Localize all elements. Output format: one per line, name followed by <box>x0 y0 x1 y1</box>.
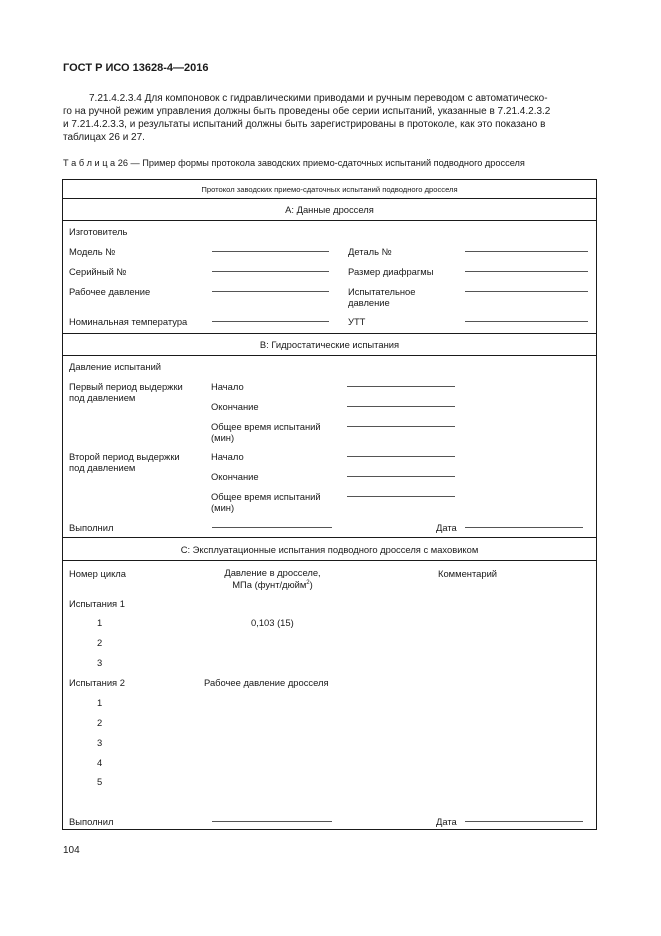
period2-total-blank <box>347 496 455 497</box>
period1-label-2: под давлением <box>69 392 136 403</box>
period2-end-blank <box>347 476 455 477</box>
table-row: 2 <box>97 717 103 728</box>
c-performed-label: Выполнил <box>69 816 114 827</box>
table-divider <box>62 220 597 221</box>
b-date-blank <box>465 527 583 528</box>
work-pressure-label: Рабочее давление <box>69 286 151 297</box>
period2-total-label-2: (мин) <box>211 502 235 513</box>
test-pressure-heading: Давление испытаний <box>69 361 162 372</box>
table-row: 1 <box>97 617 103 628</box>
utt-label: УТТ <box>348 316 366 327</box>
table-row: 4 <box>97 757 103 768</box>
manufacturer-label: Изготовитель <box>69 226 128 237</box>
b-performed-blank <box>212 527 332 528</box>
nominal-temp-blank <box>212 321 329 322</box>
work-pressure-blank <box>212 291 329 292</box>
paragraph-line: го на ручной режим управления должны быть проведены обе серии испытаний, указанные в 7.21.4.2.3.2 <box>63 106 551 117</box>
model-label: Модель № <box>69 246 116 257</box>
utt-blank <box>465 321 588 322</box>
section-c-heading: С: Эксплуатационные испытания подводного дросселя с маховиком <box>180 544 479 555</box>
protocol-table <box>62 179 597 830</box>
col-comment-header: Комментарий <box>438 568 498 579</box>
section-a-heading: А: Данные дросселя <box>285 204 374 215</box>
period2-total-label-1: Общее время испытаний <box>211 491 321 502</box>
table-row: 1 <box>97 697 103 708</box>
serial-blank <box>212 271 329 272</box>
nominal-temp-label: Номинальная температура <box>69 316 188 327</box>
paragraph-line: и 7.21.4.2.3.3, и результаты испытаний должны быть зарегистрированы в протоколе, как это показано в <box>63 119 546 130</box>
period2-label-1: Второй период выдержки <box>69 451 180 462</box>
table-divider <box>62 355 597 356</box>
table-row: 5 <box>97 776 103 787</box>
table-divider <box>62 333 597 334</box>
table-caption: Т а б л и ц а 26 — Пример формы протокола заводских приемо-сдаточных испытаний подводного дросселя <box>63 158 525 168</box>
c-date-blank <box>465 821 583 822</box>
section-b-heading: В: Гидростатические испытания <box>259 339 400 350</box>
period1-end-blank <box>347 406 455 407</box>
table-row: 2 <box>97 637 103 648</box>
c-date-label: Дата <box>436 816 457 827</box>
paragraph-line: 7.21.4.2.3.4 Для компоновок с гидравлическими приводами и ручным переводом с автоматическо- <box>89 93 548 104</box>
table-divider <box>62 198 597 199</box>
part-label: Деталь № <box>348 246 392 257</box>
table-title: Протокол заводских приемо-сдаточных испытаний подводного дросселя <box>201 185 458 194</box>
table-divider <box>62 537 597 538</box>
col-pressure-header-2: МПа (фунт/дюйм$^2$) <box>232 579 313 590</box>
period2-label-2: под давлением <box>69 462 136 473</box>
period1-end-label: Окончание <box>211 401 259 412</box>
document-header: ГОСТ Р ИСО 13628-4—2016 <box>63 62 209 74</box>
c-performed-blank <box>212 821 332 822</box>
period2-end-label: Окончание <box>211 471 259 482</box>
page-number: 104 <box>63 845 80 856</box>
test2-label: Испытания 2 <box>69 677 125 688</box>
period1-total-label-2: (мин) <box>211 432 235 443</box>
model-blank <box>212 251 329 252</box>
period2-start-blank <box>347 456 455 457</box>
period1-start-blank <box>347 386 455 387</box>
part-blank <box>465 251 588 252</box>
serial-label: Серийный № <box>69 266 127 277</box>
table-divider <box>62 560 597 561</box>
table-row: 3 <box>97 737 103 748</box>
table-row: 3 <box>97 657 103 668</box>
period1-label-1: Первый период выдержки <box>69 381 183 392</box>
period2-start-label: Начало <box>211 451 244 462</box>
period1-total-blank <box>347 426 455 427</box>
test-pressure-blank <box>465 291 588 292</box>
b-date-label: Дата <box>436 522 457 533</box>
test2-note: Рабочее давление дросселя <box>204 677 329 688</box>
body-paragraph <box>63 92 599 144</box>
period1-total-label-1: Общее время испытаний <box>211 421 321 432</box>
b-performed-label: Выполнил <box>69 522 114 533</box>
test1-value: 0,103 (15) <box>251 617 294 628</box>
test1-label: Испытания 1 <box>69 598 125 609</box>
col-cycle-header: Номер цикла <box>69 568 126 579</box>
orifice-blank <box>465 271 588 272</box>
test-pressure-label-2: давление <box>348 297 390 308</box>
period1-start-label: Начало <box>211 381 244 392</box>
orifice-label: Размер диафрагмы <box>348 266 434 277</box>
test-pressure-label-1: Испытательное <box>348 286 416 297</box>
col-pressure-header-1: Давление в дросселе, <box>224 567 321 578</box>
paragraph-line: таблицах 26 и 27. <box>63 132 145 143</box>
